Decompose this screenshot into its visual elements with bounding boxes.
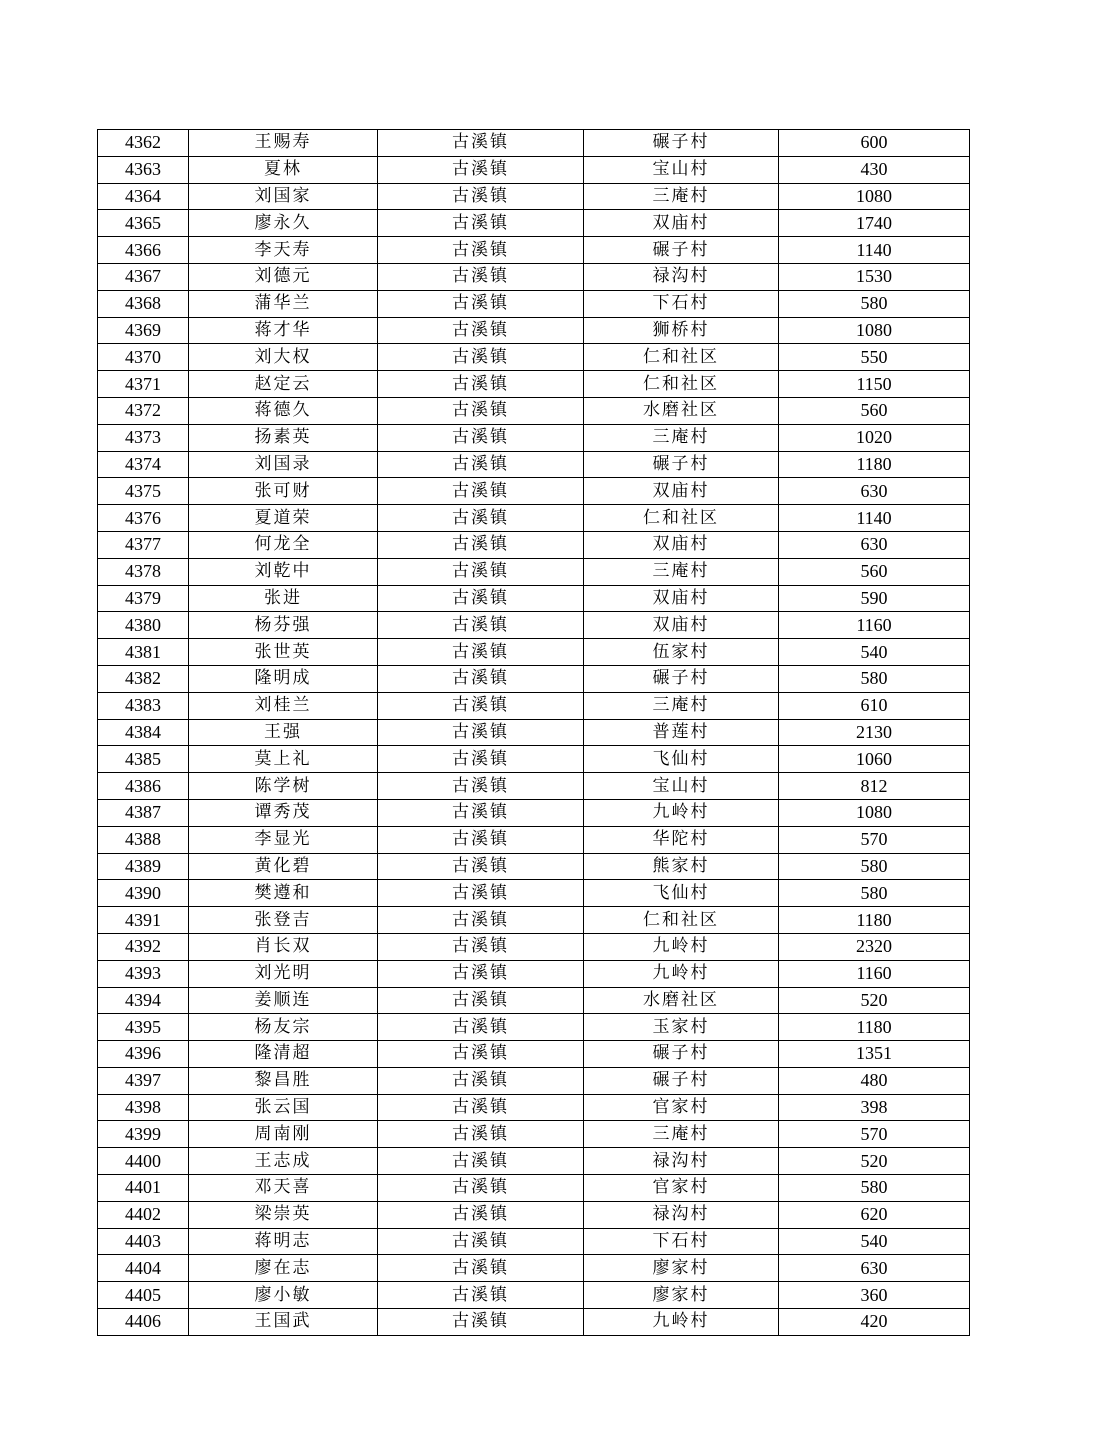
row-number-cell: 4404 bbox=[98, 1255, 189, 1282]
amount-cell: 1060 bbox=[779, 746, 970, 773]
village-cell: 禄沟村 bbox=[584, 1148, 779, 1175]
table-row bbox=[98, 371, 970, 398]
table-row bbox=[98, 1282, 970, 1309]
amount-cell: 1351 bbox=[779, 1041, 970, 1068]
amount-cell: 520 bbox=[779, 1148, 970, 1175]
name-cell: 蒲华兰 bbox=[189, 290, 378, 317]
name-cell: 邓天喜 bbox=[189, 1175, 378, 1202]
town-cell: 古溪镇 bbox=[378, 880, 584, 907]
village-cell: 三庵村 bbox=[584, 424, 779, 451]
table-row bbox=[98, 719, 970, 746]
table-row bbox=[98, 424, 970, 451]
name-cell: 李天寿 bbox=[189, 237, 378, 264]
table-row bbox=[98, 880, 970, 907]
village-cell: 廖家村 bbox=[584, 1282, 779, 1309]
town-cell: 古溪镇 bbox=[378, 746, 584, 773]
row-number-cell: 4391 bbox=[98, 907, 189, 934]
table-row bbox=[98, 558, 970, 585]
name-cell: 周南刚 bbox=[189, 1121, 378, 1148]
town-cell: 古溪镇 bbox=[378, 210, 584, 237]
village-cell: 官家村 bbox=[584, 1175, 779, 1202]
table-row bbox=[98, 505, 970, 532]
row-number-cell: 4394 bbox=[98, 987, 189, 1014]
table-row bbox=[98, 156, 970, 183]
town-cell: 古溪镇 bbox=[378, 960, 584, 987]
village-cell: 九岭村 bbox=[584, 960, 779, 987]
row-number-cell: 4379 bbox=[98, 585, 189, 612]
name-cell: 赵定云 bbox=[189, 371, 378, 398]
table-row bbox=[98, 397, 970, 424]
town-cell: 古溪镇 bbox=[378, 1201, 584, 1228]
row-number-cell: 4384 bbox=[98, 719, 189, 746]
table-row bbox=[98, 317, 970, 344]
row-number-cell: 4382 bbox=[98, 665, 189, 692]
amount-cell: 580 bbox=[779, 880, 970, 907]
table-row bbox=[98, 1228, 970, 1255]
row-number-cell: 4370 bbox=[98, 344, 189, 371]
row-number-cell: 4405 bbox=[98, 1282, 189, 1309]
row-number-cell: 4362 bbox=[98, 130, 189, 157]
row-number-cell: 4368 bbox=[98, 290, 189, 317]
town-cell: 古溪镇 bbox=[378, 237, 584, 264]
village-cell: 狮桥村 bbox=[584, 317, 779, 344]
town-cell: 古溪镇 bbox=[378, 263, 584, 290]
name-cell: 杨芬强 bbox=[189, 612, 378, 639]
name-cell: 姜顺连 bbox=[189, 987, 378, 1014]
row-number-cell: 4365 bbox=[98, 210, 189, 237]
village-cell: 九岭村 bbox=[584, 933, 779, 960]
name-cell: 刘国录 bbox=[189, 451, 378, 478]
table-row bbox=[98, 210, 970, 237]
name-cell: 梁崇英 bbox=[189, 1201, 378, 1228]
row-number-cell: 4388 bbox=[98, 826, 189, 853]
name-cell: 王志成 bbox=[189, 1148, 378, 1175]
name-cell: 樊遵和 bbox=[189, 880, 378, 907]
table-row bbox=[98, 1094, 970, 1121]
row-number-cell: 4373 bbox=[98, 424, 189, 451]
town-cell: 古溪镇 bbox=[378, 933, 584, 960]
town-cell: 古溪镇 bbox=[378, 290, 584, 317]
town-cell: 古溪镇 bbox=[378, 773, 584, 800]
name-cell: 李显光 bbox=[189, 826, 378, 853]
amount-cell: 2320 bbox=[779, 933, 970, 960]
table-row bbox=[98, 960, 970, 987]
table-row bbox=[98, 1014, 970, 1041]
amount-cell: 570 bbox=[779, 826, 970, 853]
name-cell: 廖永久 bbox=[189, 210, 378, 237]
town-cell: 古溪镇 bbox=[378, 1255, 584, 1282]
village-cell: 下石村 bbox=[584, 1228, 779, 1255]
village-cell: 水磨社区 bbox=[584, 987, 779, 1014]
table-row bbox=[98, 907, 970, 934]
town-cell: 古溪镇 bbox=[378, 558, 584, 585]
amount-cell: 812 bbox=[779, 773, 970, 800]
village-cell: 九岭村 bbox=[584, 1309, 779, 1336]
town-cell: 古溪镇 bbox=[378, 1228, 584, 1255]
table-row bbox=[98, 263, 970, 290]
table-row bbox=[98, 639, 970, 666]
table-row bbox=[98, 344, 970, 371]
name-cell: 蒋明志 bbox=[189, 1228, 378, 1255]
town-cell: 古溪镇 bbox=[378, 1148, 584, 1175]
row-number-cell: 4374 bbox=[98, 451, 189, 478]
village-cell: 官家村 bbox=[584, 1094, 779, 1121]
table-row bbox=[98, 1067, 970, 1094]
records-table bbox=[97, 129, 970, 1336]
name-cell: 肖长双 bbox=[189, 933, 378, 960]
name-cell: 王强 bbox=[189, 719, 378, 746]
village-cell: 水磨社区 bbox=[584, 397, 779, 424]
village-cell: 普莲村 bbox=[584, 719, 779, 746]
town-cell: 古溪镇 bbox=[378, 451, 584, 478]
village-cell: 廖家村 bbox=[584, 1255, 779, 1282]
town-cell: 古溪镇 bbox=[378, 1121, 584, 1148]
row-number-cell: 4372 bbox=[98, 397, 189, 424]
amount-cell: 1740 bbox=[779, 210, 970, 237]
amount-cell: 1140 bbox=[779, 237, 970, 264]
amount-cell: 360 bbox=[779, 1282, 970, 1309]
village-cell: 九岭村 bbox=[584, 799, 779, 826]
village-cell: 仁和社区 bbox=[584, 907, 779, 934]
row-number-cell: 4400 bbox=[98, 1148, 189, 1175]
village-cell: 仁和社区 bbox=[584, 505, 779, 532]
amount-cell: 560 bbox=[779, 558, 970, 585]
row-number-cell: 4377 bbox=[98, 531, 189, 558]
name-cell: 杨友宗 bbox=[189, 1014, 378, 1041]
table-row bbox=[98, 451, 970, 478]
name-cell: 刘桂兰 bbox=[189, 692, 378, 719]
row-number-cell: 4387 bbox=[98, 799, 189, 826]
table-body bbox=[98, 130, 970, 1336]
town-cell: 古溪镇 bbox=[378, 826, 584, 853]
table-row bbox=[98, 612, 970, 639]
name-cell: 蒋德久 bbox=[189, 397, 378, 424]
town-cell: 古溪镇 bbox=[378, 639, 584, 666]
town-cell: 古溪镇 bbox=[378, 799, 584, 826]
table-row bbox=[98, 1201, 970, 1228]
row-number-cell: 4376 bbox=[98, 505, 189, 532]
town-cell: 古溪镇 bbox=[378, 907, 584, 934]
village-cell: 宝山村 bbox=[584, 156, 779, 183]
town-cell: 古溪镇 bbox=[378, 424, 584, 451]
village-cell: 飞仙村 bbox=[584, 880, 779, 907]
row-number-cell: 4363 bbox=[98, 156, 189, 183]
town-cell: 古溪镇 bbox=[378, 1041, 584, 1068]
table-row bbox=[98, 478, 970, 505]
table-row bbox=[98, 933, 970, 960]
amount-cell: 610 bbox=[779, 692, 970, 719]
table-row bbox=[98, 130, 970, 157]
town-cell: 古溪镇 bbox=[378, 1067, 584, 1094]
table-row bbox=[98, 531, 970, 558]
amount-cell: 540 bbox=[779, 639, 970, 666]
name-cell: 蒋才华 bbox=[189, 317, 378, 344]
village-cell: 熊家村 bbox=[584, 853, 779, 880]
row-number-cell: 4364 bbox=[98, 183, 189, 210]
name-cell: 谭秀茂 bbox=[189, 799, 378, 826]
name-cell: 张云国 bbox=[189, 1094, 378, 1121]
amount-cell: 630 bbox=[779, 531, 970, 558]
row-number-cell: 4392 bbox=[98, 933, 189, 960]
amount-cell: 570 bbox=[779, 1121, 970, 1148]
village-cell: 碾子村 bbox=[584, 1041, 779, 1068]
town-cell: 古溪镇 bbox=[378, 1094, 584, 1121]
village-cell: 碾子村 bbox=[584, 130, 779, 157]
amount-cell: 600 bbox=[779, 130, 970, 157]
table-row bbox=[98, 290, 970, 317]
name-cell: 隆明成 bbox=[189, 665, 378, 692]
amount-cell: 480 bbox=[779, 1067, 970, 1094]
village-cell: 宝山村 bbox=[584, 773, 779, 800]
amount-cell: 580 bbox=[779, 290, 970, 317]
amount-cell: 590 bbox=[779, 585, 970, 612]
table-row bbox=[98, 1309, 970, 1336]
table-row bbox=[98, 665, 970, 692]
amount-cell: 430 bbox=[779, 156, 970, 183]
row-number-cell: 4378 bbox=[98, 558, 189, 585]
table-row bbox=[98, 987, 970, 1014]
village-cell: 碾子村 bbox=[584, 1067, 779, 1094]
table-row bbox=[98, 1175, 970, 1202]
amount-cell: 1080 bbox=[779, 317, 970, 344]
town-cell: 古溪镇 bbox=[378, 987, 584, 1014]
village-cell: 下石村 bbox=[584, 290, 779, 317]
town-cell: 古溪镇 bbox=[378, 1175, 584, 1202]
name-cell: 陈学树 bbox=[189, 773, 378, 800]
table-row bbox=[98, 585, 970, 612]
name-cell: 张世英 bbox=[189, 639, 378, 666]
town-cell: 古溪镇 bbox=[378, 585, 584, 612]
village-cell: 玉家村 bbox=[584, 1014, 779, 1041]
amount-cell: 420 bbox=[779, 1309, 970, 1336]
amount-cell: 1080 bbox=[779, 799, 970, 826]
village-cell: 仁和社区 bbox=[584, 371, 779, 398]
amount-cell: 580 bbox=[779, 853, 970, 880]
name-cell: 刘大权 bbox=[189, 344, 378, 371]
amount-cell: 1020 bbox=[779, 424, 970, 451]
table-row bbox=[98, 1255, 970, 1282]
amount-cell: 630 bbox=[779, 1255, 970, 1282]
row-number-cell: 4390 bbox=[98, 880, 189, 907]
town-cell: 古溪镇 bbox=[378, 612, 584, 639]
table-row bbox=[98, 1148, 970, 1175]
row-number-cell: 4398 bbox=[98, 1094, 189, 1121]
town-cell: 古溪镇 bbox=[378, 478, 584, 505]
table-row bbox=[98, 692, 970, 719]
name-cell: 黄化碧 bbox=[189, 853, 378, 880]
name-cell: 刘乾中 bbox=[189, 558, 378, 585]
town-cell: 古溪镇 bbox=[378, 397, 584, 424]
row-number-cell: 4389 bbox=[98, 853, 189, 880]
name-cell: 隆清超 bbox=[189, 1041, 378, 1068]
amount-cell: 398 bbox=[779, 1094, 970, 1121]
amount-cell: 520 bbox=[779, 987, 970, 1014]
amount-cell: 1180 bbox=[779, 451, 970, 478]
name-cell: 刘国家 bbox=[189, 183, 378, 210]
row-number-cell: 4403 bbox=[98, 1228, 189, 1255]
village-cell: 双庙村 bbox=[584, 210, 779, 237]
amount-cell: 540 bbox=[779, 1228, 970, 1255]
amount-cell: 580 bbox=[779, 665, 970, 692]
town-cell: 古溪镇 bbox=[378, 1309, 584, 1336]
name-cell: 王赐寿 bbox=[189, 130, 378, 157]
amount-cell: 1530 bbox=[779, 263, 970, 290]
row-number-cell: 4367 bbox=[98, 263, 189, 290]
table-row bbox=[98, 1041, 970, 1068]
name-cell: 张进 bbox=[189, 585, 378, 612]
table-row bbox=[98, 1121, 970, 1148]
name-cell: 廖小敏 bbox=[189, 1282, 378, 1309]
name-cell: 何龙全 bbox=[189, 531, 378, 558]
row-number-cell: 4406 bbox=[98, 1309, 189, 1336]
village-cell: 仁和社区 bbox=[584, 344, 779, 371]
amount-cell: 620 bbox=[779, 1201, 970, 1228]
village-cell: 双庙村 bbox=[584, 531, 779, 558]
name-cell: 廖在志 bbox=[189, 1255, 378, 1282]
row-number-cell: 4369 bbox=[98, 317, 189, 344]
town-cell: 古溪镇 bbox=[378, 156, 584, 183]
row-number-cell: 4401 bbox=[98, 1175, 189, 1202]
amount-cell: 1180 bbox=[779, 1014, 970, 1041]
name-cell: 刘光明 bbox=[189, 960, 378, 987]
name-cell: 夏林 bbox=[189, 156, 378, 183]
row-number-cell: 4380 bbox=[98, 612, 189, 639]
row-number-cell: 4399 bbox=[98, 1121, 189, 1148]
town-cell: 古溪镇 bbox=[378, 531, 584, 558]
amount-cell: 550 bbox=[779, 344, 970, 371]
town-cell: 古溪镇 bbox=[378, 344, 584, 371]
amount-cell: 580 bbox=[779, 1175, 970, 1202]
village-cell: 飞仙村 bbox=[584, 746, 779, 773]
row-number-cell: 4375 bbox=[98, 478, 189, 505]
row-number-cell: 4396 bbox=[98, 1041, 189, 1068]
name-cell: 夏道荣 bbox=[189, 505, 378, 532]
town-cell: 古溪镇 bbox=[378, 692, 584, 719]
amount-cell: 1080 bbox=[779, 183, 970, 210]
name-cell: 黎昌胜 bbox=[189, 1067, 378, 1094]
table-row bbox=[98, 237, 970, 264]
name-cell: 莫上礼 bbox=[189, 746, 378, 773]
name-cell: 王国武 bbox=[189, 1309, 378, 1336]
town-cell: 古溪镇 bbox=[378, 130, 584, 157]
village-cell: 三庵村 bbox=[584, 692, 779, 719]
town-cell: 古溪镇 bbox=[378, 183, 584, 210]
row-number-cell: 4402 bbox=[98, 1201, 189, 1228]
amount-cell: 1160 bbox=[779, 612, 970, 639]
village-cell: 碾子村 bbox=[584, 665, 779, 692]
village-cell: 双庙村 bbox=[584, 585, 779, 612]
amount-cell: 1160 bbox=[779, 960, 970, 987]
amount-cell: 560 bbox=[779, 397, 970, 424]
village-cell: 三庵村 bbox=[584, 558, 779, 585]
town-cell: 古溪镇 bbox=[378, 665, 584, 692]
village-cell: 三庵村 bbox=[584, 183, 779, 210]
amount-cell: 1180 bbox=[779, 907, 970, 934]
village-cell: 三庵村 bbox=[584, 1121, 779, 1148]
row-number-cell: 4371 bbox=[98, 371, 189, 398]
row-number-cell: 4381 bbox=[98, 639, 189, 666]
village-cell: 碾子村 bbox=[584, 451, 779, 478]
table-row bbox=[98, 826, 970, 853]
name-cell: 张登吉 bbox=[189, 907, 378, 934]
table-row bbox=[98, 773, 970, 800]
table-row bbox=[98, 746, 970, 773]
town-cell: 古溪镇 bbox=[378, 371, 584, 398]
village-cell: 双庙村 bbox=[584, 478, 779, 505]
row-number-cell: 4385 bbox=[98, 746, 189, 773]
village-cell: 双庙村 bbox=[584, 612, 779, 639]
amount-cell: 1150 bbox=[779, 371, 970, 398]
village-cell: 华陀村 bbox=[584, 826, 779, 853]
row-number-cell: 4395 bbox=[98, 1014, 189, 1041]
town-cell: 古溪镇 bbox=[378, 1014, 584, 1041]
name-cell: 张可财 bbox=[189, 478, 378, 505]
village-cell: 碾子村 bbox=[584, 237, 779, 264]
amount-cell: 2130 bbox=[779, 719, 970, 746]
town-cell: 古溪镇 bbox=[378, 1282, 584, 1309]
town-cell: 古溪镇 bbox=[378, 853, 584, 880]
name-cell: 扬素英 bbox=[189, 424, 378, 451]
town-cell: 古溪镇 bbox=[378, 719, 584, 746]
village-cell: 伍家村 bbox=[584, 639, 779, 666]
name-cell: 刘德元 bbox=[189, 263, 378, 290]
amount-cell: 1140 bbox=[779, 505, 970, 532]
town-cell: 古溪镇 bbox=[378, 317, 584, 344]
town-cell: 古溪镇 bbox=[378, 505, 584, 532]
table-row bbox=[98, 799, 970, 826]
row-number-cell: 4366 bbox=[98, 237, 189, 264]
village-cell: 禄沟村 bbox=[584, 1201, 779, 1228]
row-number-cell: 4386 bbox=[98, 773, 189, 800]
row-number-cell: 4393 bbox=[98, 960, 189, 987]
row-number-cell: 4397 bbox=[98, 1067, 189, 1094]
amount-cell: 630 bbox=[779, 478, 970, 505]
village-cell: 禄沟村 bbox=[584, 263, 779, 290]
table-row bbox=[98, 183, 970, 210]
row-number-cell: 4383 bbox=[98, 692, 189, 719]
table-row bbox=[98, 853, 970, 880]
